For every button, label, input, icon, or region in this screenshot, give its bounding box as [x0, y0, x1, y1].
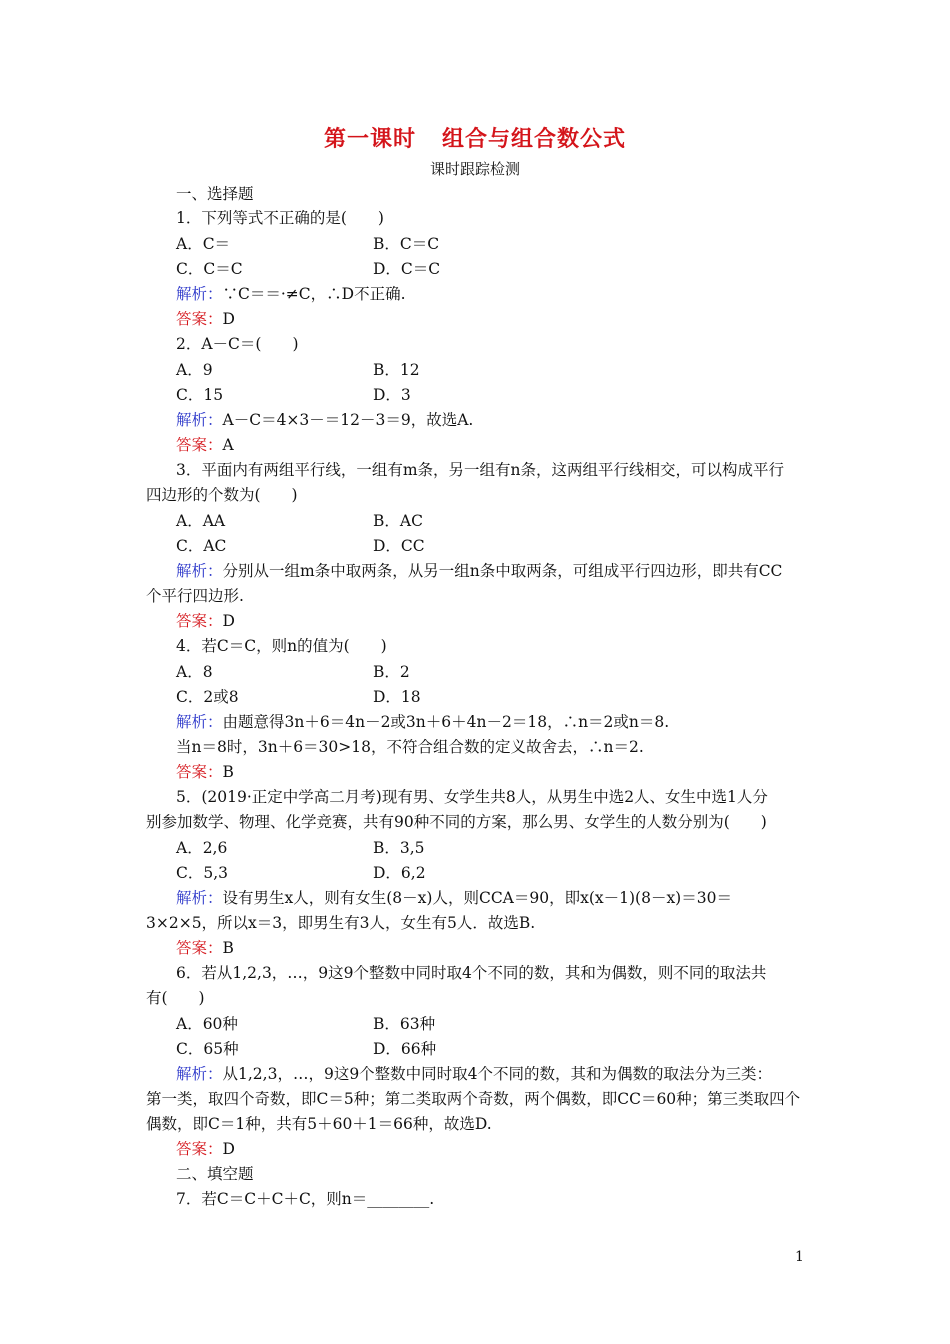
title-part1: 第一课时	[323, 126, 416, 152]
analysis-label: 解析：	[176, 285, 223, 303]
option-c: C．C＝C	[176, 260, 243, 278]
question-6-stem-line1: 6．若从1,2,3，…，9这9个整数中同时取4个不同的数，其和为偶数，则不同的取法共	[176, 964, 767, 982]
option-d: D．CC	[373, 537, 425, 555]
option-c: C．5,3	[176, 864, 229, 882]
question-4-options-cd	[146, 687, 840, 707]
answer-label: 答案：	[176, 612, 223, 630]
question-3-analysis-line1	[146, 561, 840, 581]
question-6-options-cd	[146, 1039, 840, 1059]
question-4-analysis-line2: 当n＝8时，3n＋6＝30>18，不符合组合数的定义故舍去，∴n＝2.	[176, 738, 644, 756]
analysis-text: 设有男生x人，则有女生(8－x)人，则CCA＝90，即x(x－1)(8－x)＝30＝	[222, 889, 732, 907]
answer-value: D	[222, 612, 235, 630]
question-1-answer	[146, 309, 840, 329]
page-number: 1	[795, 1249, 804, 1265]
answer-value: B	[222, 939, 234, 957]
option-b: B．C＝C	[373, 235, 440, 253]
question-5-stem-line2: 别参加数学、物理、化学竞赛，共有90种不同的方案，那么男、女学生的人数分别为( )	[146, 813, 767, 831]
option-d: D．C＝C	[373, 260, 441, 278]
question-3-stem-line2: 四边形的个数为( )	[146, 486, 298, 504]
page-subtitle: 课时跟踪检测	[429, 160, 520, 178]
analysis-label: 解析：	[176, 889, 223, 907]
answer-label: 答案：	[176, 1140, 223, 1158]
analysis-label: 解析：	[176, 562, 223, 580]
question-1-options-ab	[146, 234, 840, 254]
analysis-text: 从1,2,3，…，9这9个整数中同时取4个不同的数，其和为偶数的取法分为三类：	[222, 1065, 773, 1083]
question-2-stem: 2．A－C＝( )	[176, 335, 299, 353]
answer-label: 答案：	[176, 436, 223, 454]
question-1-analysis	[146, 284, 840, 304]
question-5-analysis-line1	[146, 888, 840, 908]
option-d: D．18	[373, 688, 421, 706]
answer-label: 答案：	[176, 939, 223, 957]
option-c: C．2或8	[176, 688, 239, 706]
question-3-options-ab	[146, 511, 840, 531]
page-title	[0, 122, 950, 153]
question-7-stem: 7．若C＝C＋C＋C，则n＝________.	[176, 1190, 435, 1208]
option-b: B．2	[373, 663, 410, 681]
answer-value: B	[222, 763, 234, 781]
question-1-options-cd	[146, 259, 840, 279]
question-5-analysis-line2: 3×2×5，所以x＝3，即男生有3人，女生有5人．故选B.	[146, 914, 536, 932]
analysis-text: A－C＝4×3－＝12－3＝9，故选A.	[222, 411, 474, 429]
question-2-analysis	[146, 410, 840, 430]
option-b: B．3,5	[373, 839, 425, 857]
question-5-options-ab	[146, 838, 840, 858]
question-6-analysis-line1	[146, 1064, 840, 1084]
option-a: A．8	[176, 663, 213, 681]
question-6-options-ab	[146, 1014, 840, 1034]
question-4-options-ab	[146, 662, 840, 682]
question-2-options-ab	[146, 360, 840, 380]
question-6-analysis-line2: 第一类，取四个奇数，即C＝5种；第二类取两个奇数，两个偶数，即CC＝60种；第三类取四个	[146, 1090, 801, 1108]
question-2-options-cd	[146, 385, 840, 405]
question-3-answer	[146, 611, 840, 631]
question-5-options-cd	[146, 863, 840, 883]
analysis-label: 解析：	[176, 411, 223, 429]
answer-value: D	[222, 310, 235, 328]
title-part2: 组合与组合数公式	[442, 126, 627, 152]
option-b: B．63种	[373, 1015, 436, 1033]
option-b: B．AC	[373, 512, 423, 530]
question-1-stem: 1．下列等式不正确的是( )	[176, 209, 384, 227]
answer-value: A	[222, 436, 234, 454]
question-4-stem: 4．若C＝C，则n的值为( )	[176, 637, 387, 655]
question-4-analysis-line1	[146, 712, 840, 732]
question-2-answer	[146, 435, 840, 455]
analysis-text: 由题意得3n＋6＝4n－2或3n＋6＋4n－2＝18，∴n＝2或n＝8.	[222, 713, 670, 731]
option-a: A．AA	[176, 512, 226, 530]
option-a: A．2,6	[176, 839, 228, 857]
question-4-answer	[146, 762, 840, 782]
option-c: C．15	[176, 386, 224, 404]
question-6-analysis-line3: 偶数，即C＝1种，共有5＋60＋1＝66种，故选D.	[146, 1115, 492, 1133]
option-d: D．66种	[373, 1040, 437, 1058]
analysis-label: 解析：	[176, 713, 223, 731]
question-3-stem-line1: 3．平面内有两组平行线，一组有m条，另一组有n条，这两组平行线相交，可以构成平行	[176, 461, 785, 479]
option-d: D．6,2	[373, 864, 426, 882]
section-heading-choice: 一、选择题	[176, 185, 254, 203]
analysis-text: 分别从一组m条中取两条，从另一组n条中取两条，可组成平行四边形，即共有CC	[222, 562, 783, 580]
answer-label: 答案：	[176, 310, 223, 328]
option-b: B．12	[373, 361, 420, 379]
option-c: C．65种	[176, 1040, 239, 1058]
option-d: D．3	[373, 386, 411, 404]
analysis-text: ∵C＝＝·≠C，∴D不正确.	[222, 285, 406, 303]
question-3-options-cd	[146, 536, 840, 556]
question-5-answer	[146, 938, 840, 958]
section-heading-fill: 二、填空题	[176, 1165, 254, 1183]
question-5-stem-line1: 5．(2019·正定中学高二月考)现有男、女学生共8人，从男生中选2人、女生中选1人分	[176, 788, 768, 806]
question-6-answer	[146, 1139, 840, 1159]
analysis-label: 解析：	[176, 1065, 223, 1083]
answer-label: 答案：	[176, 763, 223, 781]
option-a: A．C＝	[176, 235, 231, 253]
option-c: C．AC	[176, 537, 227, 555]
question-6-stem-line2: 有( )	[146, 989, 205, 1007]
question-3-analysis-line2: 个平行四边形.	[146, 587, 244, 605]
option-a: A．60种	[176, 1015, 238, 1033]
option-a: A．9	[176, 361, 213, 379]
answer-value: D	[222, 1140, 235, 1158]
